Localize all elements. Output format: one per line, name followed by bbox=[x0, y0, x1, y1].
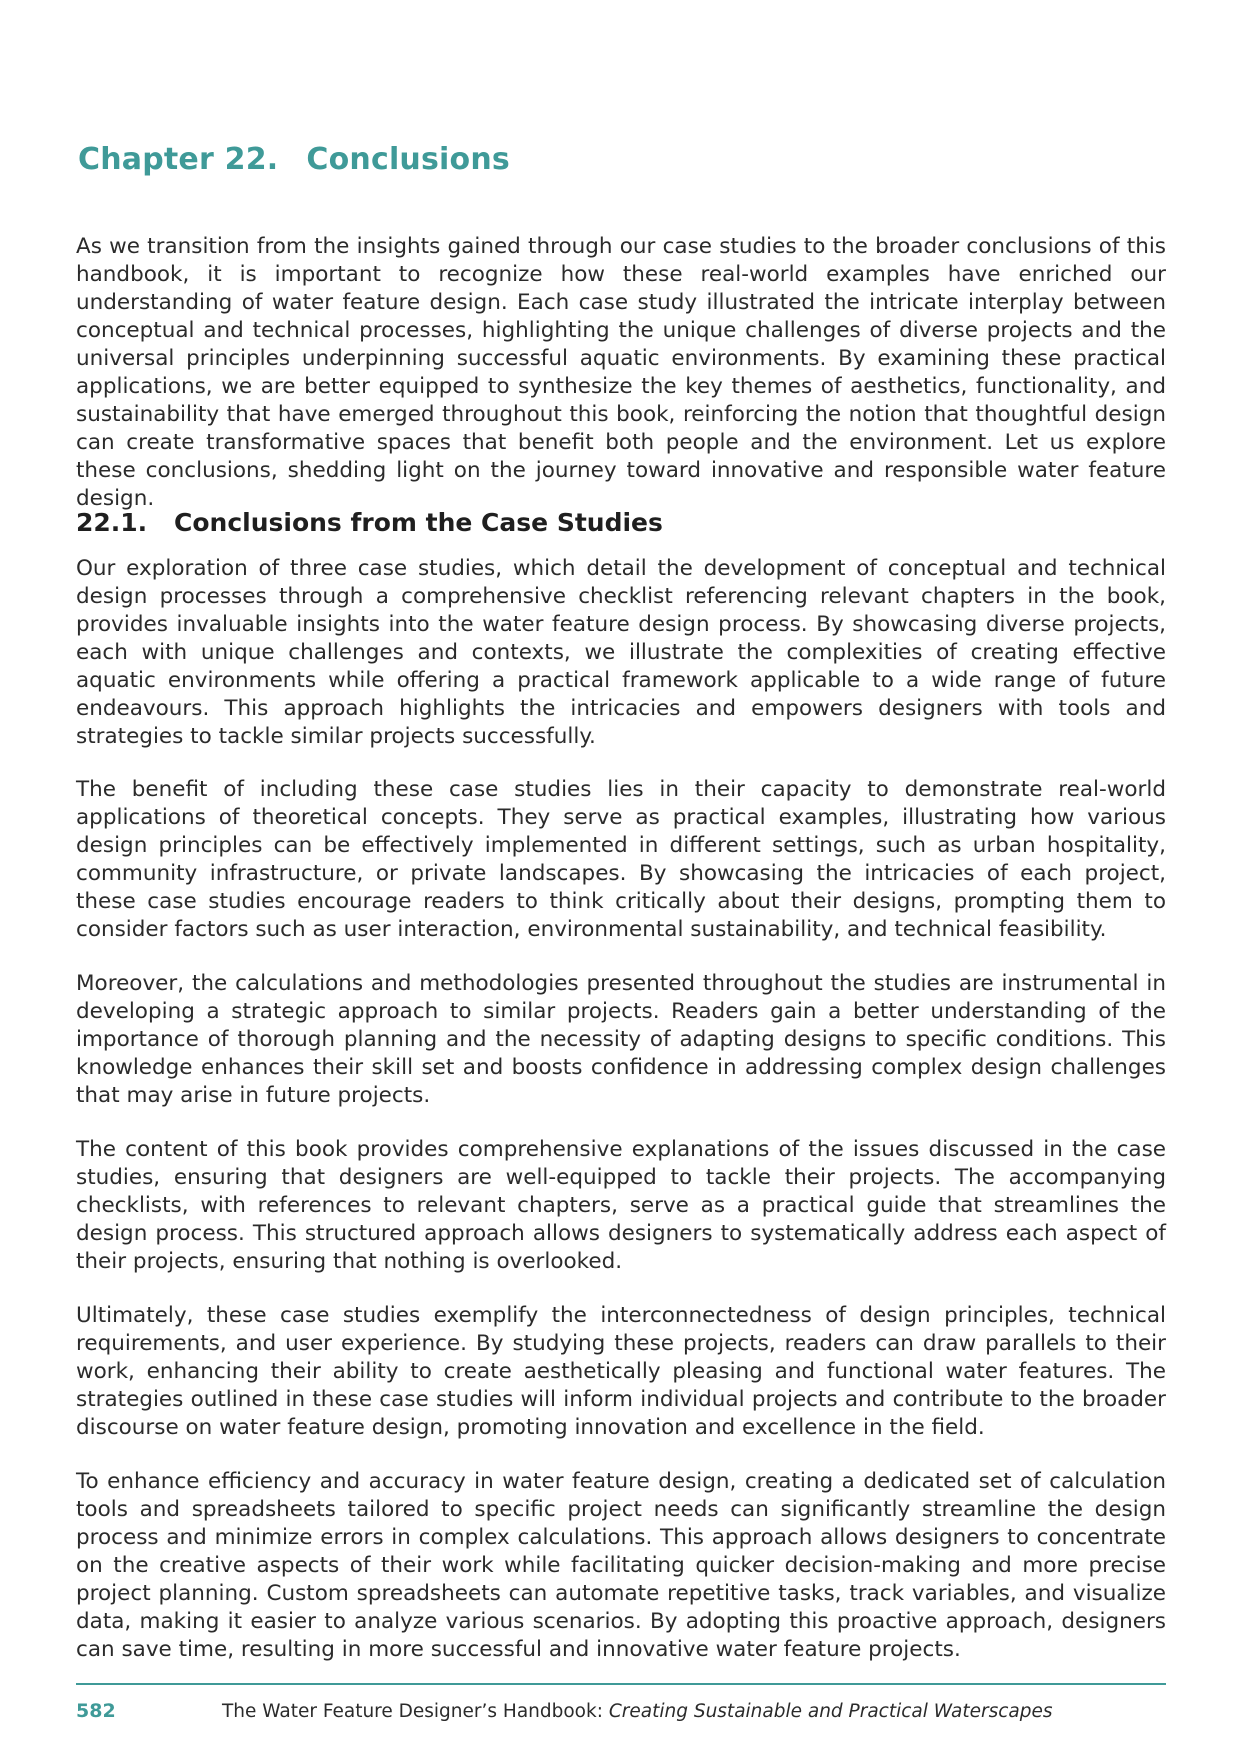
body-paragraph: The content of this book provides comprehensive explanations of the issues discussed in the case studies, ensuring that designers are well-equipped to tackle their projects. The accompanying checklists, with references to relevant chapters, serve as a practical guide that streamlines the design process. This structured approach allows designers to systematically address each aspect of their projects, ensuring that nothing is overlooked. bbox=[76, 1137, 1166, 1274]
body-paragraph: Our exploration of three case studies, which detail the development of conceptual and technical design processes through a comprehensive checklist referencing relevant chapters in the book, provides invaluable insights into the water feature design process. By showcasing diverse projects, each with unique challenges and contexts, we illustrate the complexities of creating effective aquatic environments while offering a practical framework applicable to a wide range of future endeavours. This approach highlights the intricacies and empowers designers with tools and strategies to tackle similar projects successfully. bbox=[76, 556, 1166, 749]
chapter-name: Conclusions bbox=[306, 142, 510, 177]
body-paragraph: Ultimately, these case studies exemplify the interconnectedness of design principles, technical requirements, and user experience. By studying these projects, readers can draw parallels to their work, enhancing their ability to create aesthetically pleasing and functional water features. The strategies outlined in these case studies will inform individual projects and contribute to the broader discourse on water feature design, promoting innovation and excellence in the field. bbox=[76, 1303, 1166, 1440]
book-title: The Water Feature Designer’s Handbook: bbox=[222, 1701, 603, 1722]
body-paragraph: The benefit of including these case studies lies in their capacity to demonstrate real-world applications of theoretical concepts. They serve as practical examples, illustrating how various design principles can be effectively implemented in different settings, such as urban hospitality, community infrastructure, or private landscapes. By showcasing the intricacies of each project, these case studies encourage readers to think critically about their designs, prompting them to consider factors such as user interaction, environmental sustainability, and technical feasibility. bbox=[76, 777, 1166, 942]
book-subtitle: Creating Sustainable and Practical Waterscapes bbox=[608, 1701, 1053, 1722]
body-paragraph: Moreover, the calculations and methodologies presented throughout the studies are instrumental in developing a strategic approach to similar projects. Readers gain a better understanding of the importance of thorough planning and the necessity of adapting designs to specific conditions. This knowledge enhances their skill set and boosts confidence in addressing complex design challenges that may arise in future projects. bbox=[76, 971, 1166, 1108]
chapter-number: Chapter 22. bbox=[78, 142, 279, 177]
footer-divider bbox=[76, 1683, 1166, 1685]
chapter-title bbox=[78, 142, 510, 177]
section-title: Conclusions from the Case Studies bbox=[174, 508, 663, 537]
page-number: 582 bbox=[76, 1700, 116, 1722]
running-title bbox=[222, 1701, 1053, 1722]
intro-paragraph: As we transition from the insights gained through our case studies to the broader conclusions of this handbook, it is important to recognize how these real-world examples have enriched our understanding of water feature design. Each case study illustrated the intricate interplay between conceptual and technical processes, highlighting the unique challenges of diverse projects and the universal principles underpinning successful aquatic environments. By examining these practical applications, we are better equipped to synthesize the key themes of aesthetics, functionality, and sustainability that have emerged throughout this book, reinforcing the notion that thoughtful design can create transformative spaces that benefit both people and the environment. Let us explore these conclusions, shedding light on the journey toward innovative and responsible water feature design. bbox=[76, 234, 1166, 511]
body-paragraph: To enhance efficiency and accuracy in water feature design, creating a dedicated set of calculation tools and spreadsheets tailored to specific project needs can significantly streamline the design process and minimize errors in complex calculations. This approach allows designers to concentrate on the creative aspects of their work while facilitating quicker decision-making and more precise project planning. Custom spreadsheets can automate repetitive tasks, track variables, and visualize data, making it easier to analyze various scenarios. By adopting this proactive approach, designers can save time, resulting in more successful and innovative water feature projects. bbox=[76, 1469, 1166, 1662]
section-heading bbox=[76, 508, 663, 537]
section-number: 22.1. bbox=[76, 508, 148, 537]
